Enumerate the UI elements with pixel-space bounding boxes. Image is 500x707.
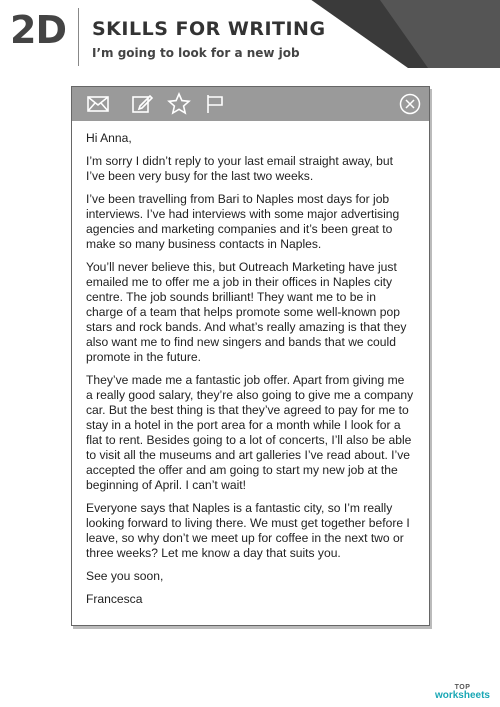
email-paragraph: I’ve been travelling from Bari to Naples most days for job interviews. I’ve had interviews with some major advertising agencies and marketing companies and it’s been great to make so many business contacts in Naples. xyxy=(86,192,400,251)
email-body xyxy=(86,131,414,615)
brand-logo xyxy=(435,684,490,701)
page-title: SKILLS FOR WRITING xyxy=(92,18,326,40)
email-paragraph: Everyone says that Naples is a fantastic city, so I’m really looking forward to living there. We must get together before I leave, so why don’t we meet up for coffee in the next two or three weeks? Let me know a day that suits you. xyxy=(86,501,410,560)
scrollbar[interactable] xyxy=(423,127,426,617)
email-closing: See you soon, xyxy=(86,569,164,583)
email-signature: Francesca xyxy=(86,592,143,606)
email-greeting: Hi Anna, xyxy=(86,131,132,145)
email-paragraph: I’m sorry I didn’t reply to your last email straight away, but I’ve been very busy for the last two weeks. xyxy=(86,154,393,183)
page-subtitle: I’m going to look for a new job xyxy=(92,46,300,60)
flag-icon[interactable] xyxy=(203,92,227,116)
envelope-icon[interactable] xyxy=(86,92,110,116)
email-paragraph: You’ll never believe this, but Outreach Marketing have just emailed me to offer me a job in their offices in Naples city centre. The job sounds brilliant! They want me to be in charge of a team that helps promote some well-known pop stars and rock bands. And what’s really amazing is that they also want me to find new singers and bands that we could promote in the future. xyxy=(86,260,407,364)
email-toolbar xyxy=(72,87,429,121)
star-icon[interactable] xyxy=(167,92,191,116)
unit-number: 2D xyxy=(10,8,66,52)
email-window xyxy=(71,86,430,626)
email-paragraph: They’ve made me a fantastic job offer. Apart from giving me a really good salary, they’re also going to give me a company car. But the best thing is that they’ve agreed to pay for me to stay in a hotel in the port area for a month while I look for a flat to rent. Besides going to a lot of concerts, I’ll also be able to visit all the museums and art galleries I’ve read about. I’ve accepted the offer and am going to start my new job at the beginning of April. I can’t wait! xyxy=(86,373,414,492)
brand-top-text: TOP xyxy=(454,684,471,691)
close-icon[interactable] xyxy=(399,93,421,115)
header-divider xyxy=(78,8,79,66)
header-bar xyxy=(0,0,500,68)
edit-icon[interactable] xyxy=(130,92,154,116)
brand-main-text: worksheets xyxy=(434,690,490,701)
